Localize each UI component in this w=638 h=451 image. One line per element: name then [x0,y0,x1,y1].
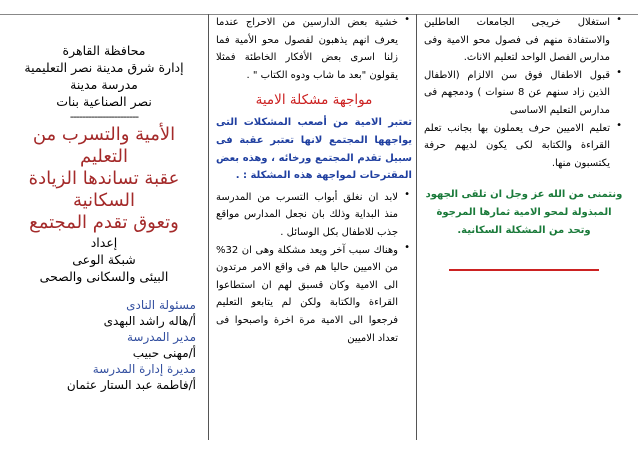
list-item [424,67,624,120]
manager-name: أ/مهنى حبيب [132,346,196,360]
list-item [424,14,624,67]
headline-line-5: وتعوق تقدم المجتمع [29,212,179,233]
admin-manager-role: مديرة إدارة المدرسة [92,362,196,376]
admin-manager-name: أ/فاطمة عبد الستار عثمان [66,378,196,392]
bullet-icon: • [616,119,622,131]
bullet-icon: • [616,14,622,25]
network-line-2: البيئى والسكانى والصحى [39,269,169,284]
network-line-1: شبكة الوعى [72,252,136,267]
bullet-text-graduates: استغلال خريجى الجامعات العاطلين والاستفادة منهم فى فصول محو الامية وفى مدارس الفصل الواحد لتعليم الاناث. [424,17,610,64]
fold-divider-right [416,14,417,440]
list-item [216,189,412,242]
bullet-text-admission: قبول الاطفال فوق سن الالزام (الاطفال الذين زاد سنهم عن 8 سنوات ) ودمجهم فى مدارس التعليم الاساسى [424,69,610,116]
bullet-icon: • [404,14,410,25]
club-head-name: أ/هاله راشد البهدى [103,314,196,328]
middle-panel [216,14,412,347]
closing-wish: ونتمنى من الله عز وجل ان تلقى الجهود المبذولة لمحو الامية ثمارها المرجوة وتحد من المشكلة السكانية. [425,189,623,236]
administration-name: إدارة شرق مدينة نصر التعليمية [24,60,184,75]
bullet-icon: • [404,241,410,253]
divider-dashes: ----------------------- [69,110,139,123]
closing-rule [449,269,599,271]
school-name: نصر الصناعية بنات [56,94,152,109]
bullet-icon: • [404,188,410,200]
bullet-text-relapse: وهناك سبب آخر ويعد مشكلة وهى ان 32% من الاميين حاليا هم فى واقع الامر مرتدون الى الامية وكان قسبق لهم ان استطاعوا القراءة والكتابة ولكن لم يتابعو التعليم فرجعوا الى الامية مرة اخرة واصبحوا فى تعداد الاميين [216,244,398,344]
fold-divider-left [208,14,209,440]
headline-line-1: الأمية والتسرب من [32,124,176,145]
bullet-text-dropout: لابد ان نغلق أبواب التسرب من المدرسة منذ البداية وذلك بان نجعل المدارس مواقع جذب للاطفال بكل الوسائل . [216,191,398,238]
bullet-text-crafts: تعليم الاميين حرف يعملون بها بجانب تعلم القراءة والكتابة لكى يكون لديهم حرفة يكتسبون منها. [424,122,610,169]
list-item [216,242,412,348]
manager-role: مدير المدرسة [126,330,196,344]
right-panel [424,14,624,271]
list-item [424,120,624,173]
intro-paragraph: تعتبر الامية من أصعب المشكلات التى يواجهها المجتمع لانها تعتبر عقبة فى سبيل تقدم المجتمع ورخائه ، وهذه بعض المقترحات لمواجهة هذه المشكلة : . [216,117,412,182]
governorate-name: محافظة القاهرة [62,43,146,58]
list-item [216,14,412,84]
cover-panel [6,14,202,393]
headline-line-4: السكانية [72,190,136,211]
prepared-by-label: إعداد [90,235,118,250]
headline-line-2: التعليم [80,146,128,167]
section-title: مواجهة مشكلة الامية [255,92,373,109]
club-head-role: مسئولة النادى [126,298,196,312]
bullet-icon: • [616,66,622,78]
bullet-text-embarrassment: خشية بعض الدارسين من الاحراج عندما يعرف انهم يذهبون لفصول محو الأمية فما زلنا اسرى بعض الأفكار الخاطئة فمثلا يقولون "بعد ما شاب ودوه الكتاب " . [216,17,398,81]
headline-line-3: عقبة تساندها الزيادة [28,168,180,189]
school-line: مدرسة مدينة [70,77,138,92]
